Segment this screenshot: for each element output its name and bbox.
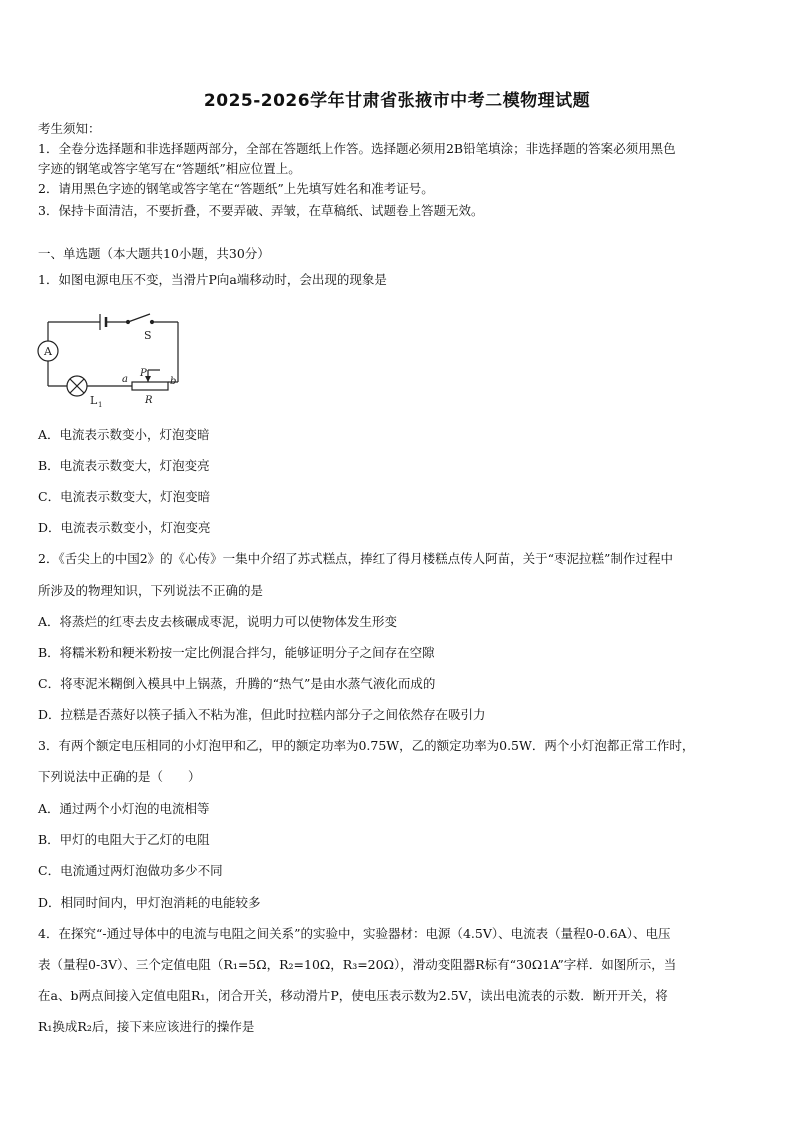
q3-option-d[interactable]: D．相同时间内，甲灯泡消耗的电能较多 — [38, 895, 261, 910]
q2-option-c[interactable]: C．将枣泥米糊倒入模具中上锅蒸，升腾的“热气”是由水蒸气液化而成的 — [38, 676, 436, 691]
q2-option-d[interactable]: D．拉糕是否蒸好以筷子插入不粘为准，但此时拉糕内部分子之间依然存在吸引力 — [38, 707, 486, 722]
q2-option-a[interactable]: A．将蒸烂的红枣去皮去核碾成枣泥，说明力可以使物体发生形变 — [38, 614, 398, 629]
notice-line-3: 2．请用黑色字迹的钢笔或答字笔在“答题纸”上先填写姓名和准考证号。 — [38, 181, 434, 196]
rheostat-symbol — [132, 382, 168, 390]
q3-stem-line-1: 3．有两个额定电压相同的小灯泡甲和乙，甲的额定功率为0.75W，乙的额定功率为0.5W．两个小灯泡都正常工作时， — [38, 738, 695, 753]
q1-option-c[interactable]: C．电流表示数变大，灯泡变暗 — [38, 489, 211, 504]
switch-blade — [128, 314, 150, 322]
q3-option-c[interactable]: C．电流通过两灯泡做功多少不同 — [38, 863, 223, 878]
section-heading: 一、单选题（本大题共10小题，共30分） — [38, 246, 270, 261]
terminal-b-label: b — [170, 376, 177, 387]
slider-p-label: P — [140, 368, 147, 379]
circuit-diagram — [36, 306, 186, 411]
notice-line-2: 字迹的钢笔或答字笔写在“答题纸”相应位置上。 — [38, 161, 301, 176]
q3-stem-line-2: 下列说法中正确的是（ ） — [38, 769, 201, 784]
q3-option-a[interactable]: A．通过两个小灯泡的电流相等 — [38, 801, 210, 816]
q1-option-d[interactable]: D．电流表示数变小，灯泡变亮 — [38, 520, 211, 535]
q1-option-a[interactable]: A．电流表示数变小，灯泡变暗 — [38, 427, 210, 442]
lamp-subscript: 1 — [98, 401, 103, 409]
notice-line-4: 3．保持卡面清洁，不要折叠，不要弄破、弄皱，在草稿纸、试题卷上答题无效。 — [38, 203, 484, 218]
page-title: 2025-2026学年甘肃省张掖市中考二模物理试题 — [203, 91, 591, 111]
notice-line-1: 1．全卷分选择题和非选择题两部分，全部在答题纸上作答。选择题必须用2B铅笔填涂；非选择题的答案必须用黑色 — [38, 141, 676, 156]
notice-heading: 考生须知： — [38, 121, 101, 136]
q4-stem-line-2: 表（量程0-3V）、三个定值电阻（R₁=5Ω，R₂=10Ω，R₃=20Ω），滑动变阻器R标有“30Ω1A”字样．如图所示，当 — [38, 957, 677, 972]
q4-stem-line-1: 4．在探究“-通过导体中的电流与电阻之间关系”的实验中，实验器材：电源（4.5V）、电流表（量程0-0.6A）、电压 — [38, 926, 671, 941]
ammeter-label: A — [44, 345, 52, 358]
switch-label: S — [144, 329, 152, 342]
q1-option-b[interactable]: B．电流表示数变大，灯泡变亮 — [38, 458, 210, 473]
q2-stem-line-1: 2．《舌尖上的中国2》的《心传》一集中介绍了苏式糕点，捧红了得月楼糕点传人阿苗，关于“枣泥拉糕”制作过程中 — [38, 551, 673, 566]
rheostat-r-label: R — [145, 395, 153, 406]
terminal-a-label: a — [122, 374, 128, 385]
q2-option-b[interactable]: B．将糯米粉和粳米粉按一定比例混合拌匀，能够证明分子之间存在空隙 — [38, 645, 435, 660]
q4-stem-line-4: R₁换成R₂后，接下来应该进行的操作是 — [38, 1019, 255, 1034]
q4-stem-line-3: 在a、b两点间接入定值电阻R₁，闭合开关，移动滑片P，使电压表示数为2.5V，读出电流表的示数．断开开关，将 — [38, 988, 668, 1003]
lamp-label: L — [90, 394, 98, 407]
q3-option-b[interactable]: B．甲灯的电阻大于乙灯的电阻 — [38, 832, 210, 847]
q2-stem-line-2: 所涉及的物理知识，下列说法不正确的是 — [38, 583, 264, 598]
q1-stem: 1．如图电源电压不变，当滑片P向a端移动时，会出现的现象是 — [38, 272, 387, 287]
